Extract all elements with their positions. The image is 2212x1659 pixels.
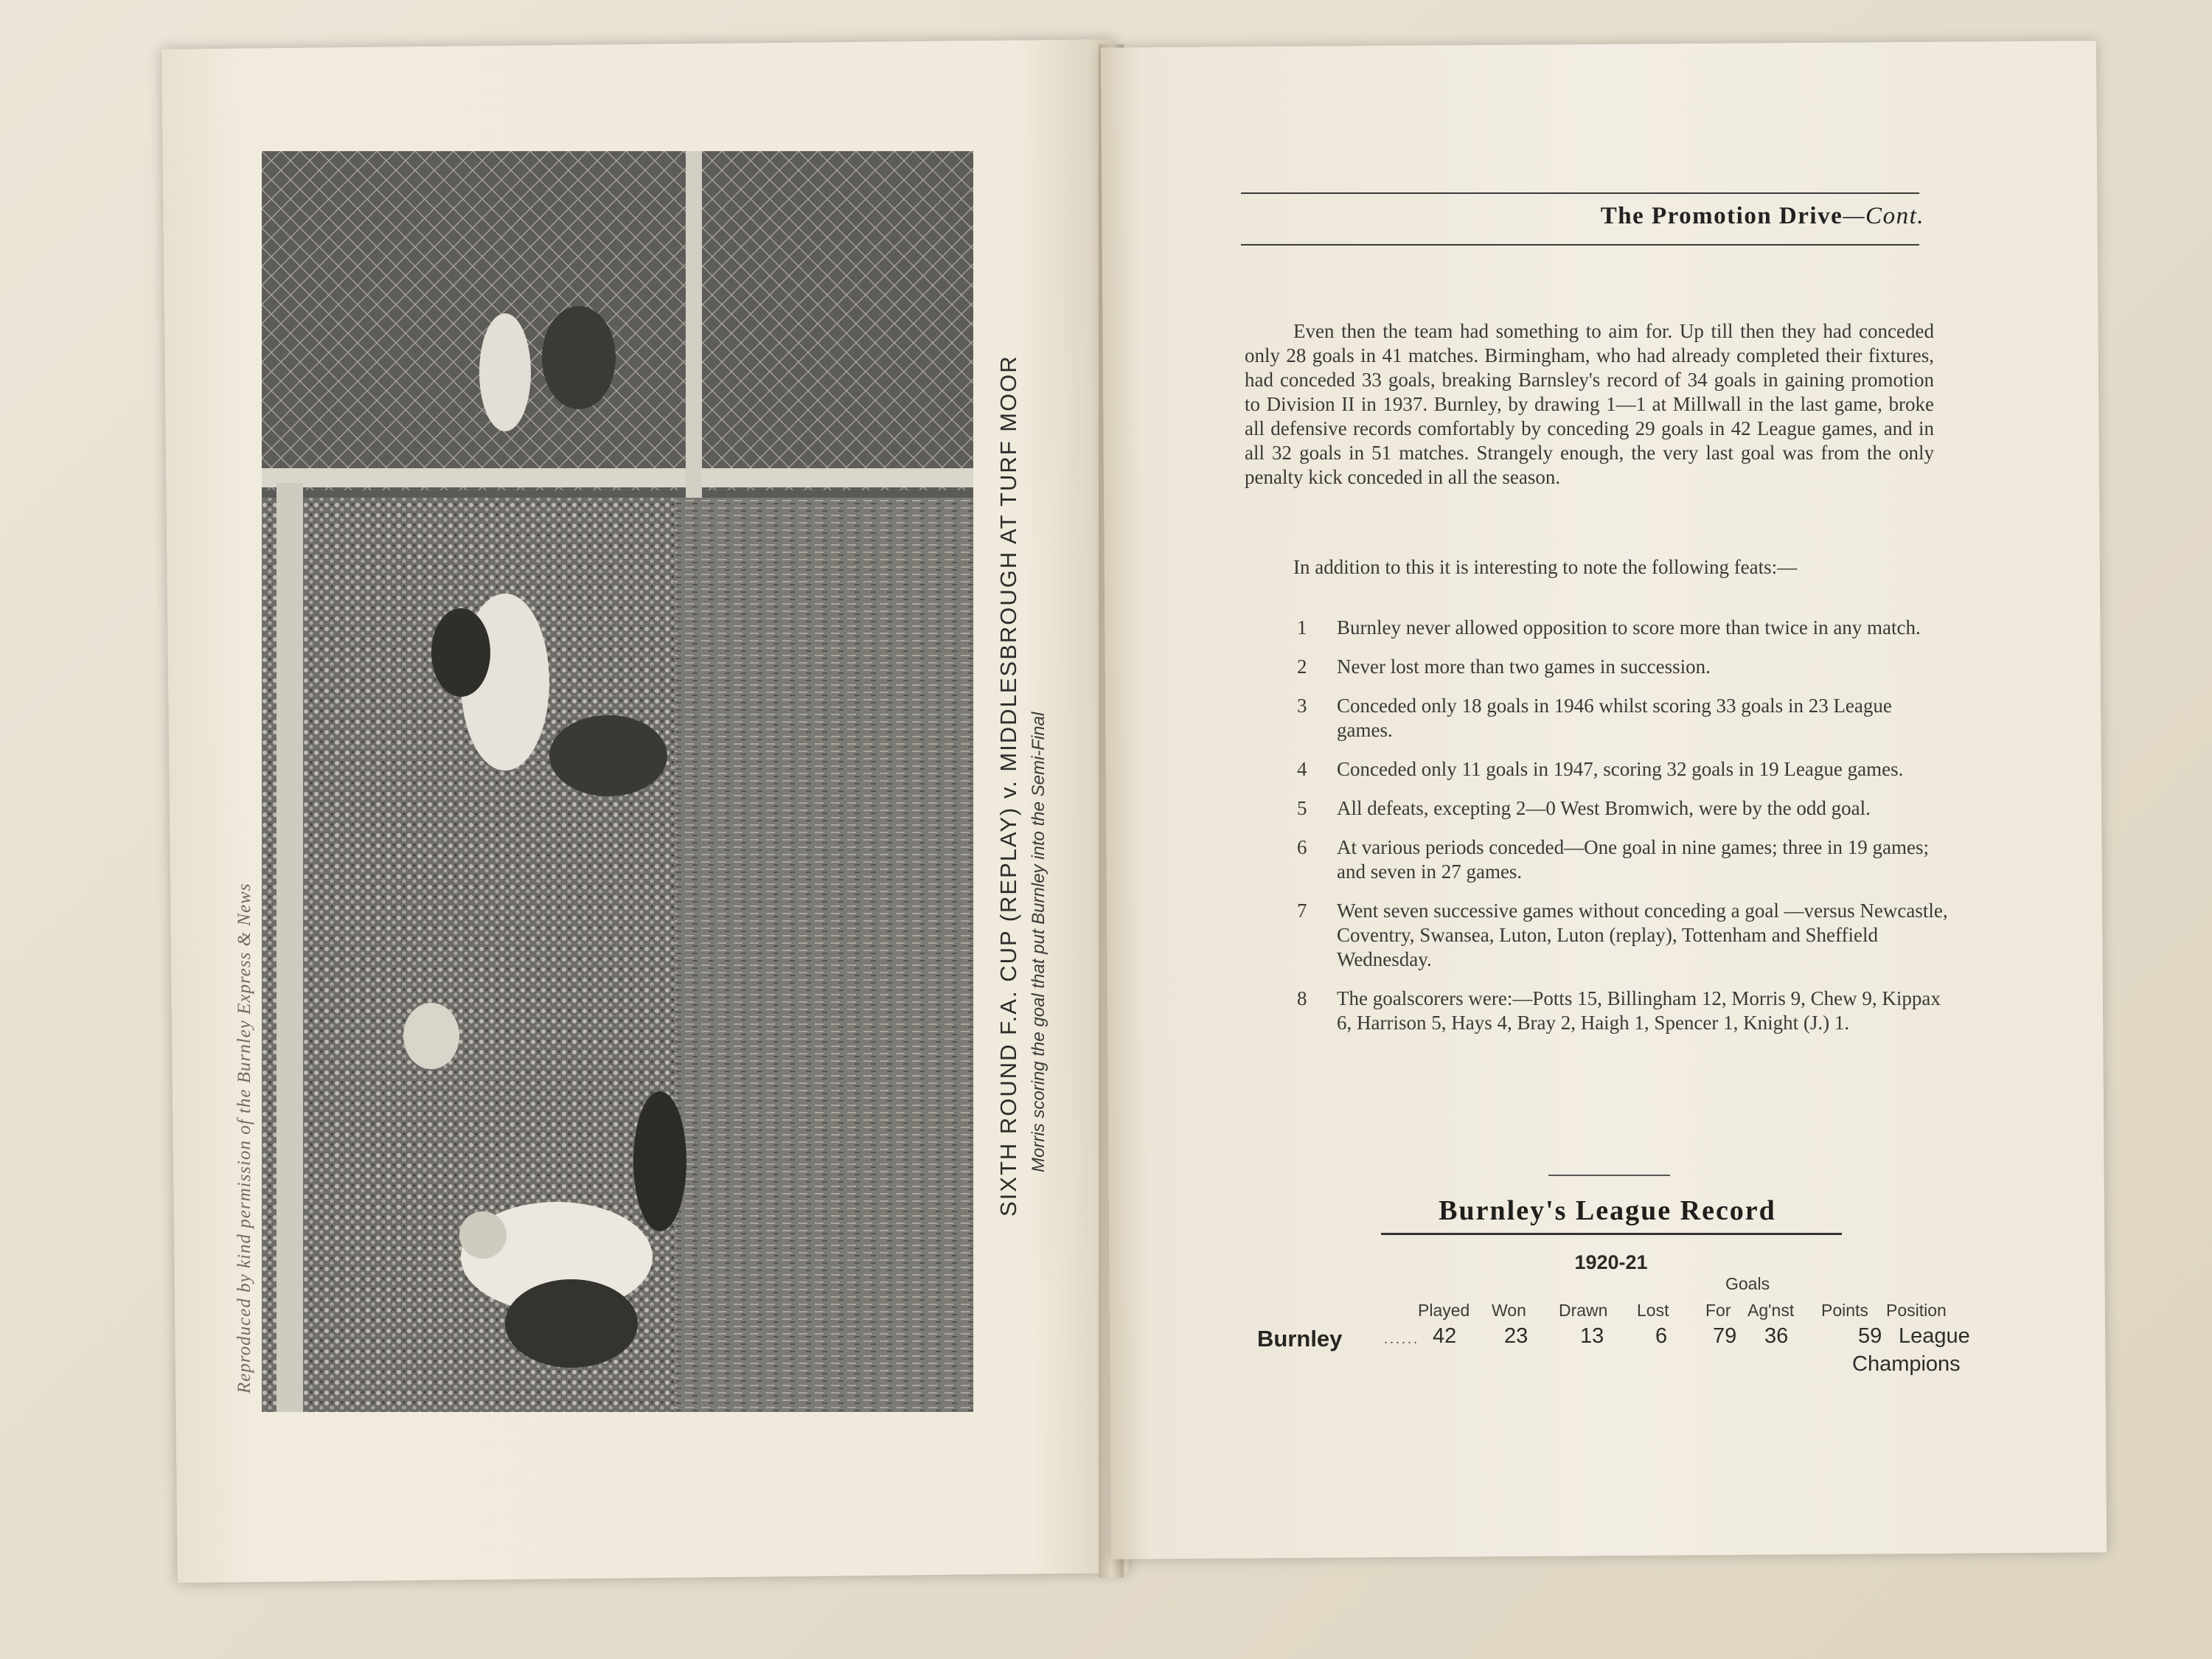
feat-text: Went seven successive games without conceding a goal —versus Newcastle, Coventry, Swansea, Luton, Luton (replay), Tottenham and Sheffield Wednesday.	[1337, 900, 1948, 970]
feat-number: 3	[1297, 695, 1307, 717]
goals-label: Goals	[1725, 1274, 1770, 1293]
feats-intro-paragraph: In addition to this it is interesting to note the following feats:—	[1293, 556, 1798, 578]
list-item	[1287, 757, 1950, 782]
list-item	[1287, 899, 1950, 972]
feat-text: All defeats, excepting 2—0 West Bromwich, were by the odd goal.	[1337, 797, 1871, 819]
list-item	[1287, 694, 1950, 742]
feat-number: 1	[1297, 616, 1307, 639]
header-rule-bottom	[1241, 244, 1919, 246]
photo-illustration	[262, 151, 973, 1412]
season-label: 1920-21	[1574, 1251, 1648, 1273]
feat-number: 7	[1297, 900, 1307, 922]
stat-points: 59	[1858, 1324, 1882, 1348]
stat-against: 36	[1764, 1324, 1789, 1348]
league-record-underline	[1381, 1233, 1842, 1235]
team-name: Burnley	[1257, 1326, 1343, 1352]
stat-drawn: 13	[1580, 1324, 1604, 1348]
page-header	[1482, 203, 1924, 230]
col-for: For	[1705, 1301, 1731, 1320]
photo-subcaption: Morris scoring the goal that put Burnley into the Semi-Final	[1029, 712, 1048, 1172]
col-against: Ag'nst	[1747, 1301, 1795, 1320]
feat-text: Conceded only 11 goals in 1947, scoring 32 goals in 19 League games.	[1337, 758, 1904, 780]
league-record-title: Burnley's League Record	[1439, 1195, 1776, 1226]
stat-position-line2: Champions	[1852, 1352, 1961, 1376]
feat-text: The goalscorers were:—Potts 15, Billingham 12, Morris 9, Chew 9, Kippax 6, Harrison 5, Hays 4, Bray 2, Haigh 1, Spencer 1, Knight (J.) 1.	[1337, 987, 1941, 1034]
list-item	[1287, 616, 1950, 640]
header-cont: —Cont.	[1843, 203, 1924, 229]
list-item	[1287, 987, 1950, 1035]
stat-won: 23	[1504, 1324, 1528, 1348]
feat-text: Never lost more than two games in succession.	[1337, 655, 1711, 678]
photo-credit: Reproduced by kind permission of the Burnley Express & News	[234, 883, 254, 1394]
stat-lost: 6	[1655, 1324, 1668, 1348]
feat-number: 4	[1297, 758, 1307, 780]
stat-position-line1: League	[1899, 1324, 1970, 1348]
col-played: Played	[1418, 1301, 1470, 1320]
list-item	[1287, 796, 1950, 821]
leader-dots: ......	[1384, 1331, 1419, 1347]
feat-number: 2	[1297, 655, 1307, 678]
photo-caption: SIXTH ROUND F.A. CUP (REPLAY) v. MIDDLESBROUGH AT TURF MOOR	[995, 355, 1021, 1217]
feat-number: 5	[1297, 797, 1307, 819]
stat-for: 79	[1713, 1324, 1737, 1348]
col-points: Points	[1821, 1301, 1868, 1320]
header-title-text: The Promotion Drive	[1600, 203, 1843, 229]
intro-paragraph: Even then the team had something to aim for. Up till then they had conceded only 28 goals in 41 matches. Birmingham, who had already completed their fixtures, had conceded 33 goals, breaking Barnsley's record of 34 goals in gaining promotion to Division II in 1937. Burnley, by drawing 1—1 at Millwall in the last game, broke all defensive records comfortably by conceding 29 goals in 42 League games, and in all 32 goals in 51 matches. Strangely enough, the very last goal was from the only penalty kick conceded in all the season.	[1245, 320, 1934, 488]
col-drawn: Drawn	[1559, 1301, 1608, 1320]
feat-number: 6	[1297, 836, 1307, 858]
match-photograph	[262, 151, 973, 1412]
stat-played: 42	[1433, 1324, 1457, 1348]
col-lost: Lost	[1637, 1301, 1669, 1320]
feat-text: Burnley never allowed opposition to score more than twice in any match.	[1337, 616, 1921, 639]
feat-text: Conceded only 18 goals in 1946 whilst scoring 33 goals in 23 League games.	[1337, 695, 1892, 741]
feat-text: At various periods conceded—One goal in nine games; three in 19 games; and seven in 27 games.	[1337, 836, 1930, 883]
list-item	[1287, 835, 1950, 884]
col-position: Position	[1886, 1301, 1947, 1320]
list-item	[1287, 655, 1950, 679]
feats-list	[1287, 616, 1950, 1050]
feat-number: 8	[1297, 987, 1307, 1009]
section-divider	[1548, 1175, 1670, 1176]
col-won: Won	[1492, 1301, 1526, 1320]
header-rule-top	[1241, 192, 1919, 194]
